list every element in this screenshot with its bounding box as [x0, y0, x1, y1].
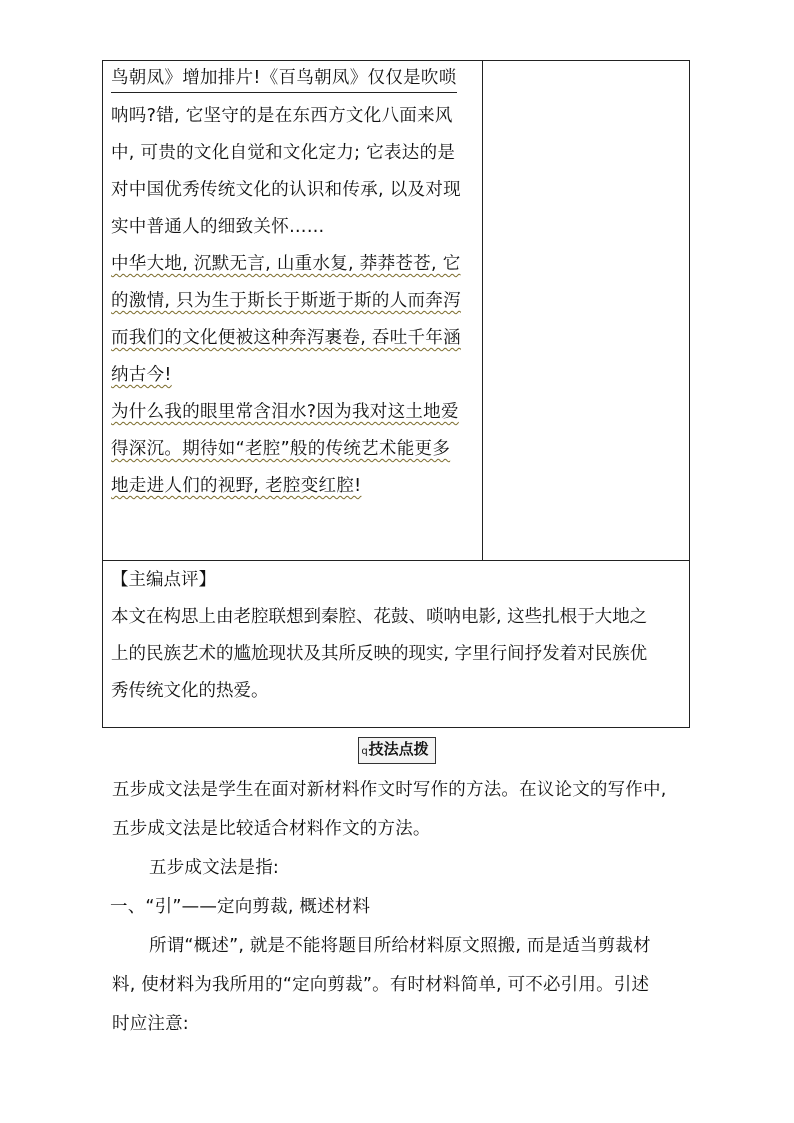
section-heading: 一、“引”——定向剪裁, 概述材料: [110, 897, 371, 917]
paragraph-line: 五步成文法是指:: [149, 858, 279, 878]
essay-line: 中, 可贵的文化自觉和文化定力; 它表达的是: [111, 143, 456, 163]
essay-line: 得深沉。期待如“老腔”般的传统艺术能更多: [111, 439, 451, 459]
paragraph-line: 五步成文法是学生在面对新材料作文时写作的方法。在议论文的写作中,: [112, 780, 667, 800]
essay-table: [102, 60, 690, 728]
section-badge: [358, 737, 435, 764]
comment-line: 秀传统文化的热爱。: [111, 681, 269, 701]
essay-line: 中华大地, 沉默无言, 山重水复, 莽莽苍苍, 它: [111, 254, 461, 274]
essay-line: 对中国优秀传统文化的认识和传承, 以及对现: [111, 180, 461, 200]
essay-line: 地走进人们的视野, 老腔变红腔!: [111, 476, 362, 496]
paragraph-line: 时应注意:: [112, 1014, 189, 1034]
essay-line: 纳古今!: [111, 365, 172, 385]
paragraph-line: 五步成文法是比较适合材料作文的方法。: [112, 819, 431, 839]
section-badge-label: 技法点拨: [368, 740, 429, 758]
paragraph-line: 料, 使材料为我所用的“定向剪裁”。有时材料简单, 可不必引用。引述: [112, 975, 650, 995]
essay-line: 的激情, 只为生于斯长于斯逝于斯的人而奔泻: [111, 291, 461, 311]
comment-line: 本文在构思上由老腔联想到秦腔、花鼓、唢呐电影, 这些扎根于大地之: [111, 607, 648, 627]
essay-row: [103, 61, 689, 561]
annotation-cell: [483, 61, 689, 560]
essay-text-cell: [103, 61, 483, 560]
essay-line: 实中普通人的细致关怀……: [111, 217, 325, 237]
essay-line: 鸟朝凤》增加排片!《百鸟朝凤》仅仅是吹唢: [111, 65, 482, 103]
section-badge-wrap: [0, 737, 794, 764]
essay-line: 呐吗?错, 它坚守的是在东西方文化八面来风: [111, 106, 453, 126]
essay-line: 而我们的文化便被这种奔泻裹卷, 吞吐千年涵: [111, 328, 461, 348]
comment-title: 【主编点评】: [111, 570, 216, 590]
comment-line: 上的民族艺术的尴尬现状及其所反映的现实, 字里行间抒发着对民族优: [111, 644, 648, 664]
body-text: [112, 776, 692, 1049]
editor-comment: [103, 561, 689, 727]
q-icon: q: [361, 746, 368, 757]
paragraph-line: 所谓“概述”, 就是不能将题目所给材料原文照搬, 而是适当剪裁材: [149, 936, 651, 956]
essay-line: 为什么我的眼里常含泪水?因为我对这土地爱: [111, 402, 459, 422]
